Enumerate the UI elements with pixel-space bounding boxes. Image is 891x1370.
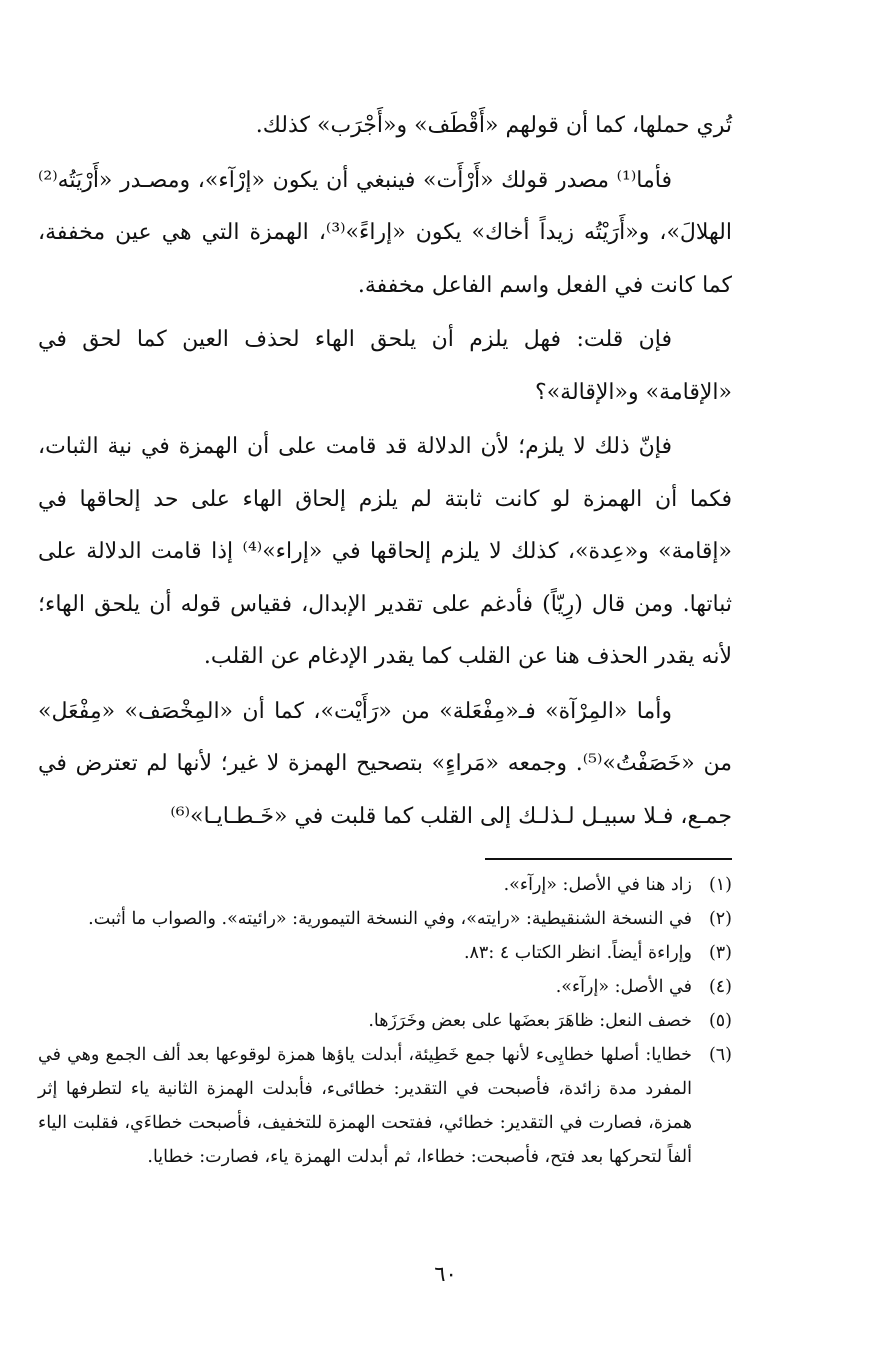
paragraph-3: فإن قلت: فهل يلزم أن يلحق الهاء لحذف العين كما لحق في «الإقامة» و«الإقالة»؟	[38, 327, 732, 405]
footnote-5	[38, 1004, 732, 1038]
paragraph-4: فإنّ ذلك لا يلزم؛ لأن الدلالة قد قامت على أن الهمزة في نية الثبات، فكما أن الهمزة لو كانت ثابتة لم يلزم إلحاق الهاء على حد إلحاقها في «إقامة» و«عِدة»، كذلك لا يلزم إلحاقها في «إراء»⁽⁴⁾ إذا قامت الدلالة على ثباتها. ومن قال (رِيّاً) فأدغم على تقدير الإبدال، فقياس قوله أن يلحق الهاء؛ لأنه يقدر الحذف هنا عن القلب كما يقدر الإدغام عن القلب.	[38, 434, 732, 669]
footnote-text: خطايا: أصلها خطايِىء لأنها جمع خَطِيئة، أبدلت ياؤها همزة لوقوعها بعد ألف الجمع وهي في المفرد مدة زائدة، فأصبحت في التقدير: خطائىء، فأبدلت الهمزة الثانية ياء لتطرفها إثر همزة، فصارت في التقدير: خطائي، ففتحت الهمزة للتخفيف، فأصبحت خطاءَي، فقلبت الياء ألفاً لتحركها بعد فتح، فأصبحت: خطاءا، ثم أبدلت الهمزة ياء، فصارت: خطايا.	[38, 1045, 692, 1167]
footnote-text: وإراءة أيضاً. انظر الكتاب ٤ :٨٣.	[463, 943, 692, 963]
paragraph-5: وأما «المِرْآة» فـ«مِفْعَلة» من «رَأَيْت»، كما أن «المِخْصَف» «مِفْعَل» من «خَصَفْتُ»⁽⁵⁾. وجمعه «مَراءٍ» بتصحيح الهمزة لا غير؛ لأنها لم تعترض في جمـع، فـلا سبيـل لـذلـك إلى القلب كما قلبت في «خَـطـايـا»⁽⁶⁾	[38, 698, 732, 829]
footnote-number: (٣)	[708, 943, 732, 963]
paragraph-2: فأما⁽¹⁾ مصدر قولك «أَرْأَت» فينبغي أن يكون «إرْآء»، ومصـدر «أَرْيَتُه⁽²⁾الهلالَ»، و«أَرَيْتُه زيداً أخاك» يكون «إراءً»⁽³⁾، الهمزة التي هي عين مخففة، كما كانت في الفعل واسم الفاعل مخففة.	[38, 167, 732, 298]
footnote-number: (٤)	[708, 977, 732, 997]
main-text	[38, 100, 732, 843]
footnote-number: (٥)	[708, 1011, 732, 1031]
footnote-2	[38, 902, 732, 936]
footnote-text: في الأصل: «إرآء».	[555, 977, 692, 997]
footnote-6	[38, 1038, 732, 1174]
footnote-text: زاد هنا في الأصل: «إرآء».	[503, 875, 692, 895]
footnote-number: (٦)	[708, 1045, 732, 1065]
footnote-number: (٢)	[708, 909, 732, 929]
page-number: ٦٠	[434, 1262, 457, 1286]
footnote-1	[38, 868, 732, 902]
footnote-text: خصف النعل: ظاهَرَ بعضَها على بعض وخَرَزَها.	[368, 1011, 692, 1031]
footnote-3	[38, 936, 732, 970]
paragraph-1: تُري حملها، كما أن قولهم «أَقْطَف» و«أَجْرَب» كذلك.	[255, 113, 732, 138]
footnote-number: (١)	[708, 875, 732, 895]
footnotes	[38, 868, 732, 1174]
footnote-divider	[485, 858, 732, 860]
footnote-4	[38, 970, 732, 1004]
footnote-text: في النسخة الشنقيطية: «رايته»، وفي النسخة التيمورية: «رائيته». والصواب ما أثبت.	[88, 909, 692, 929]
